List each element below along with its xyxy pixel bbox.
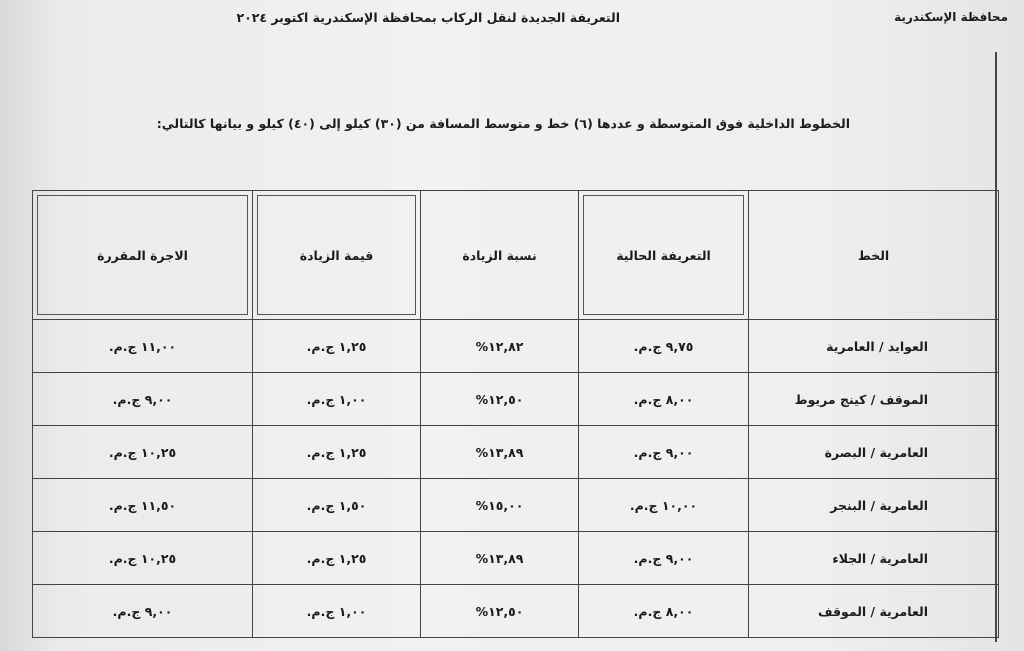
table-row xyxy=(33,426,999,479)
table-row xyxy=(33,373,999,426)
cell-line: العامرية / البنجر xyxy=(749,479,999,532)
document-title: التعريفة الجديدة لنقل الركاب بمحافظة الإسكندرية اكتوبر ٢٠٢٤ xyxy=(236,10,620,25)
cell-increase-value: ١,٢٥ ج.م. xyxy=(253,320,421,373)
cell-line: الموقف / كينج مريوط xyxy=(749,373,999,426)
cell-new-fare: ١١,٥٠ ج.م. xyxy=(33,479,253,532)
header-current-fare: التعريفة الحالية xyxy=(579,191,749,320)
cell-current-fare: ١٠,٠٠ ج.م. xyxy=(579,479,749,532)
cell-line: العامرية / الموقف xyxy=(749,585,999,638)
cell-current-fare: ٨,٠٠ ج.م. xyxy=(579,373,749,426)
cell-increase-value: ١,٢٥ ج.م. xyxy=(253,532,421,585)
cell-line: العامرية / البصرة xyxy=(749,426,999,479)
cell-line: العوايد / العامرية xyxy=(749,320,999,373)
cell-increase-percent: ١٣,٨٩% xyxy=(421,426,579,479)
cell-current-fare: ٩,٧٥ ج.م. xyxy=(579,320,749,373)
cell-increase-value: ١,٠٠ ج.م. xyxy=(253,373,421,426)
header-increase-value: قيمة الزيادة xyxy=(253,191,421,320)
fare-table xyxy=(32,190,999,638)
cell-increase-percent: ١٢,٥٠% xyxy=(421,585,579,638)
cell-increase-value: ١,٢٥ ج.م. xyxy=(253,426,421,479)
cell-new-fare: ١١,٠٠ ج.م. xyxy=(33,320,253,373)
cell-increase-value: ١,٥٠ ج.م. xyxy=(253,479,421,532)
header-new-fare: الاجرة المقررة xyxy=(33,191,253,320)
cell-increase-percent: ١٥,٠٠% xyxy=(421,479,579,532)
governorate-label: محافظة الإسكندرية xyxy=(894,10,1008,24)
cell-current-fare: ٩,٠٠ ج.م. xyxy=(579,532,749,585)
cell-increase-percent: ١٢,٨٢% xyxy=(421,320,579,373)
cell-current-fare: ٩,٠٠ ج.م. xyxy=(579,426,749,479)
cell-line: العامرية / الجلاء xyxy=(749,532,999,585)
cell-new-fare: ٩,٠٠ ج.م. xyxy=(33,373,253,426)
cell-increase-percent: ١٣,٨٩% xyxy=(421,532,579,585)
header-line: الخط xyxy=(749,191,999,320)
cell-increase-percent: ١٢,٥٠% xyxy=(421,373,579,426)
header-increase-percent: نسبة الزيادة xyxy=(421,191,579,320)
table-row xyxy=(33,585,999,638)
cell-new-fare: ١٠,٢٥ ج.م. xyxy=(33,532,253,585)
cell-new-fare: ١٠,٢٥ ج.م. xyxy=(33,426,253,479)
cell-increase-value: ١,٠٠ ج.م. xyxy=(253,585,421,638)
cell-new-fare: ٩,٠٠ ج.م. xyxy=(33,585,253,638)
table-header-row xyxy=(33,191,999,320)
table-row xyxy=(33,479,999,532)
cell-current-fare: ٨,٠٠ ج.م. xyxy=(579,585,749,638)
table-row xyxy=(33,532,999,585)
table-row xyxy=(33,320,999,373)
document-subtitle: الخطوط الداخلية فوق المتوسطة و عددها (٦) خط و متوسط المسافة من (٣٠) كيلو إلى (٤٠) كيلو و بيانها كالتالي: xyxy=(156,116,850,131)
